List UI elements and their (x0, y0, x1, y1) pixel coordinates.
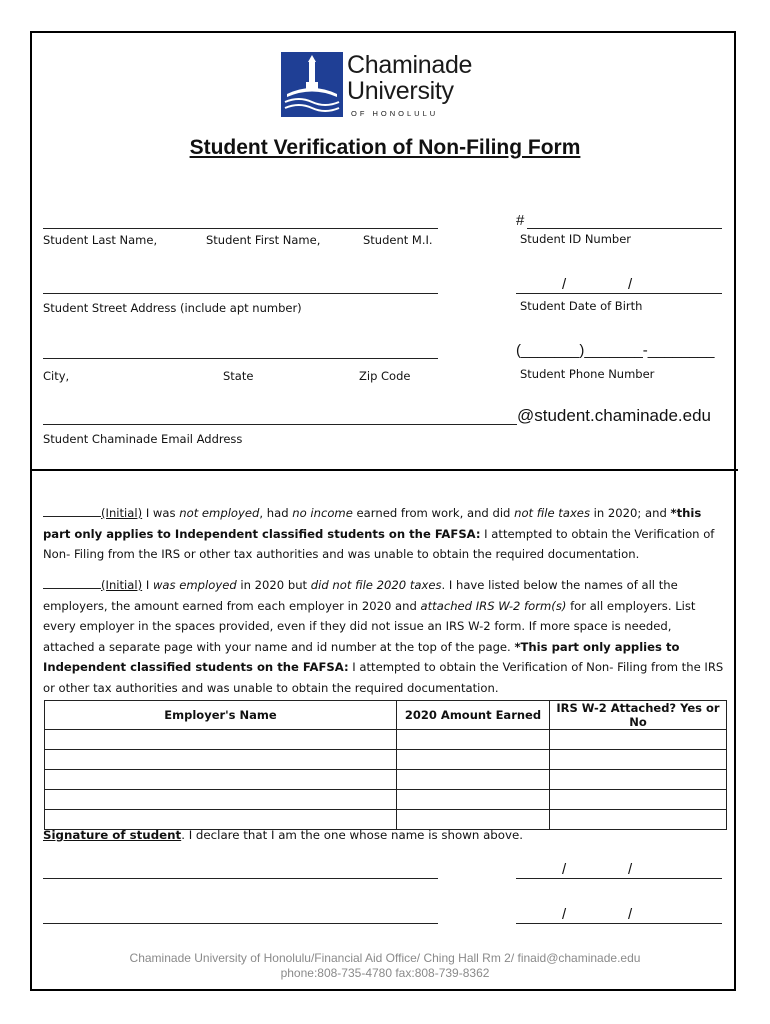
name-input-line[interactable] (43, 228, 438, 229)
date-slash: / (562, 906, 567, 923)
employer-name-cell[interactable] (45, 770, 397, 790)
logo-subtitle: OF HONOLULU (351, 109, 439, 118)
dob-slash-2: / (628, 276, 633, 293)
employer-name-cell[interactable] (45, 750, 397, 770)
logo-word-1: Chaminade (347, 51, 473, 79)
signature-line-2[interactable] (43, 923, 438, 924)
w2-cell[interactable] (550, 790, 727, 810)
student-id-input-line[interactable] (527, 228, 722, 229)
signature-date-line-1[interactable] (516, 878, 722, 879)
w2-attached-header: IRS W-2 Attached? Yes or No (550, 701, 727, 730)
employer-name-cell[interactable] (45, 810, 397, 830)
w2-cell[interactable] (550, 810, 727, 830)
amount-cell[interactable] (397, 790, 550, 810)
footer-address: Chaminade University of Honolulu/Financial Aid Office/ Ching Hall Rm 2/ finaid@chaminade.edu (129, 951, 641, 965)
initial-field-1[interactable] (43, 505, 101, 517)
footer-contact (0, 951, 770, 981)
amount-earned-header: 2020 Amount Earned (397, 701, 550, 730)
zip-label: Zip Code (359, 369, 411, 383)
option-employed: (Initial) I was employed in 2020 but did not file 2020 taxes. I have listed below the names of all the employers, the amount earned from each employer in 2020 and attached IRS W-2 form(s) for all employers. List every employer in the spaces provided, even if they did not issue an IRS W-2 form. If more space is needed, attached a separate page with your name and id number at the top of the page. *This part only applies to Independent classified students on the FAFSA: I attempted to obtain the Verification of Non- Filing from the IRS or other tax authorities and was unable to obtain the required documentation. (43, 578, 724, 695)
first-name-label: Student First Name, (206, 233, 321, 247)
state-label: State (223, 369, 254, 383)
table-row (45, 730, 727, 750)
employer-name-cell[interactable] (45, 790, 397, 810)
dob-slash-1: / (562, 276, 567, 293)
chaminade-logo-icon (281, 52, 343, 117)
mi-label: Student M.I. (363, 233, 433, 247)
signature-declaration: Signature of student. I declare that I am the one whose name is shown above. (43, 828, 524, 842)
form-title: Student Verification of Non-Filing Form (189, 136, 581, 159)
email-label: Student Chaminade Email Address (43, 432, 243, 446)
phone-label: Student Phone Number (520, 367, 655, 381)
dob-input-line[interactable] (516, 293, 722, 294)
table-row (45, 770, 727, 790)
table-row (45, 790, 727, 810)
w2-cell[interactable] (550, 750, 727, 770)
option-not-employed: (Initial) I was not employed, had no income earned from work, and did not file taxes in 2020; and *this part only applies to Independent classified students on the FAFSA: I attempted to obtain the Verification of Non- Filing from the IRS or other tax authorities and was unable to obtain the required documentation. (43, 506, 715, 561)
signature-line-1[interactable] (43, 878, 438, 879)
city-state-zip-input-line[interactable] (43, 358, 438, 359)
date-slash: / (628, 861, 633, 878)
university-logo (281, 52, 491, 122)
amount-cell[interactable] (397, 730, 550, 750)
w2-cell[interactable] (550, 770, 727, 790)
date-slash: / (562, 861, 567, 878)
street-label: Student Street Address (include apt number) (43, 301, 302, 315)
signature-date-line-2[interactable] (516, 923, 722, 924)
employer-name-cell[interactable] (45, 730, 397, 750)
section-divider (30, 469, 738, 471)
employer-table (44, 700, 727, 830)
table-row (45, 750, 727, 770)
last-name-label: Student Last Name, (43, 233, 158, 247)
email-input-line[interactable] (43, 424, 517, 425)
table-header-row (45, 701, 727, 730)
date-slash: / (628, 906, 633, 923)
table-row (45, 810, 727, 830)
email-domain: @student.chaminade.edu (517, 406, 711, 425)
dob-label: Student Date of Birth (520, 299, 643, 313)
initial-field-2[interactable] (43, 577, 101, 589)
w2-cell[interactable] (550, 730, 727, 750)
logo-word-2: University (347, 77, 454, 105)
employer-name-header: Employer's Name (45, 701, 397, 730)
city-label: City, (43, 369, 70, 383)
phone-input[interactable]: (_______)_______-________ (516, 342, 715, 359)
amount-cell[interactable] (397, 750, 550, 770)
student-id-label: Student ID Number (520, 232, 632, 246)
street-input-line[interactable] (43, 293, 438, 294)
id-hash: # (516, 212, 525, 229)
amount-cell[interactable] (397, 810, 550, 830)
amount-cell[interactable] (397, 770, 550, 790)
footer-phone: phone:808-735-4780 fax:808-739-8362 (280, 966, 490, 980)
